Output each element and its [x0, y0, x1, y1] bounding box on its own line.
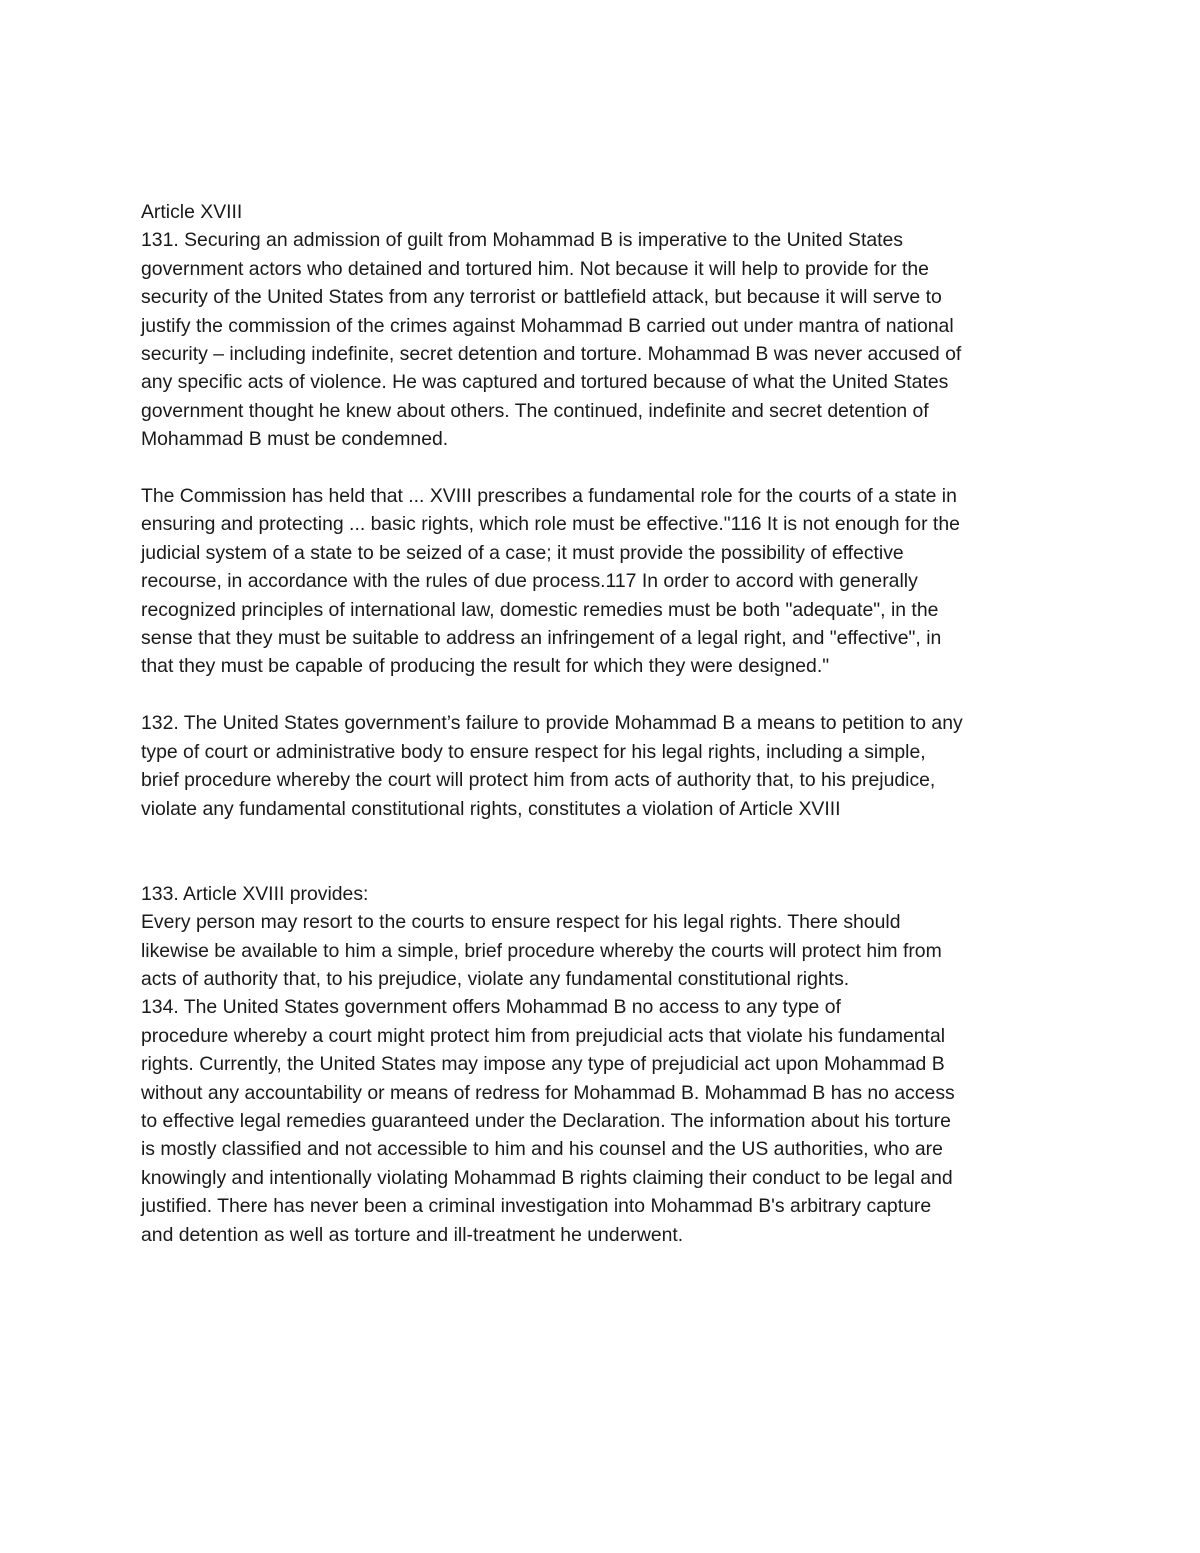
- text-line: government actors who detained and tortured him. Not because it will help to provide for the: [141, 257, 929, 280]
- text-line: 134. The United States government offers Mohammad B no access to any type of: [141, 996, 841, 1019]
- text-line: sense that they must be suitable to address an infringement of a legal right, and "effective", in: [141, 627, 942, 650]
- text-line: justify the commission of the crimes against Mohammad B carried out under mantra of national: [141, 314, 954, 337]
- paragraph-131: [141, 226, 1076, 453]
- text-line: knowingly and intentionally violating Mohammad B rights claiming their conduct to be legal and: [141, 1166, 953, 1189]
- text-line: justified. There has never been a criminal investigation into Mohammad B's arbitrary capture: [141, 1195, 932, 1218]
- text-line: security – including indefinite, secret detention and torture. Mohammad B was never accused of: [141, 343, 962, 366]
- text-line: 133. Article XVIII provides:: [141, 882, 369, 905]
- text-line: 132. The United States government’s failure to provide Mohammad B a means to petition to any: [141, 712, 963, 735]
- text-line: ensuring and protecting ... basic rights, which role must be effective."116 It is not enough for the: [141, 513, 960, 536]
- text-line: recourse, in accordance with the rules of due process.117 In order to accord with generally: [141, 570, 918, 593]
- document-body: [141, 198, 1076, 1249]
- text-line: that they must be capable of producing the result for which they were designed.": [141, 655, 830, 678]
- text-line: The Commission has held that ... XVIII prescribes a fundamental role for the courts of a state in: [141, 485, 957, 508]
- text-line: Every person may resort to the courts to ensure respect for his legal rights. There should: [141, 911, 901, 934]
- paragraph-spacer: [141, 681, 1076, 709]
- text-line: violate any fundamental constitutional rights, constitutes a violation of Article XVIII: [141, 797, 841, 820]
- text-line: type of court or administrative body to ensure respect for his legal rights, including a simple,: [141, 740, 926, 763]
- text-line: 131. Securing an admission of guilt from Mohammad B is imperative to the United States: [141, 229, 903, 252]
- text-line: likewise be available to him a simple, brief procedure whereby the courts will protect him from: [141, 939, 942, 962]
- article-heading: Article XVIII: [141, 201, 243, 223]
- paragraph-132: [141, 709, 1076, 823]
- paragraph-spacer: [141, 823, 1076, 880]
- text-line: is mostly classified and not accessible to him and his counsel and the US authorities, who are: [141, 1138, 943, 1161]
- text-line: judicial system of a state to be seized of a case; it must provide the possibility of effective: [141, 541, 904, 564]
- text-line: Mohammad B must be condemned.: [141, 428, 449, 451]
- text-line: security of the United States from any terrorist or battlefield attack, but because it will serve to: [141, 286, 942, 309]
- text-line: rights. Currently, the United States may impose any type of prejudicial act upon Mohammad B: [141, 1053, 945, 1076]
- text-line: acts of authority that, to his prejudice, violate any fundamental constitutional rights.: [141, 967, 850, 990]
- paragraph-134: [141, 993, 1076, 1249]
- text-line: recognized principles of international law, domestic remedies must be both "adequate", in the: [141, 598, 939, 621]
- text-line: any specific acts of violence. He was captured and tortured because of what the United States: [141, 371, 949, 394]
- paragraph-spacer: [141, 454, 1076, 482]
- text-line: government thought he knew about others. The continued, indefinite and secret detention of: [141, 399, 929, 422]
- text-line: brief procedure whereby the court will protect him from acts of authority that, to his prejudice,: [141, 769, 936, 792]
- paragraph-commission: [141, 482, 1076, 681]
- paragraph-133: [141, 880, 1076, 994]
- text-line: without any accountability or means of redress for Mohammad B. Mohammad B has no access: [141, 1081, 955, 1104]
- text-line: to effective legal remedies guaranteed under the Declaration. The information about his torture: [141, 1109, 951, 1132]
- text-line: and detention as well as torture and ill-treatment he underwent.: [141, 1223, 684, 1246]
- text-line: procedure whereby a court might protect him from prejudicial acts that violate his fundamental: [141, 1024, 946, 1047]
